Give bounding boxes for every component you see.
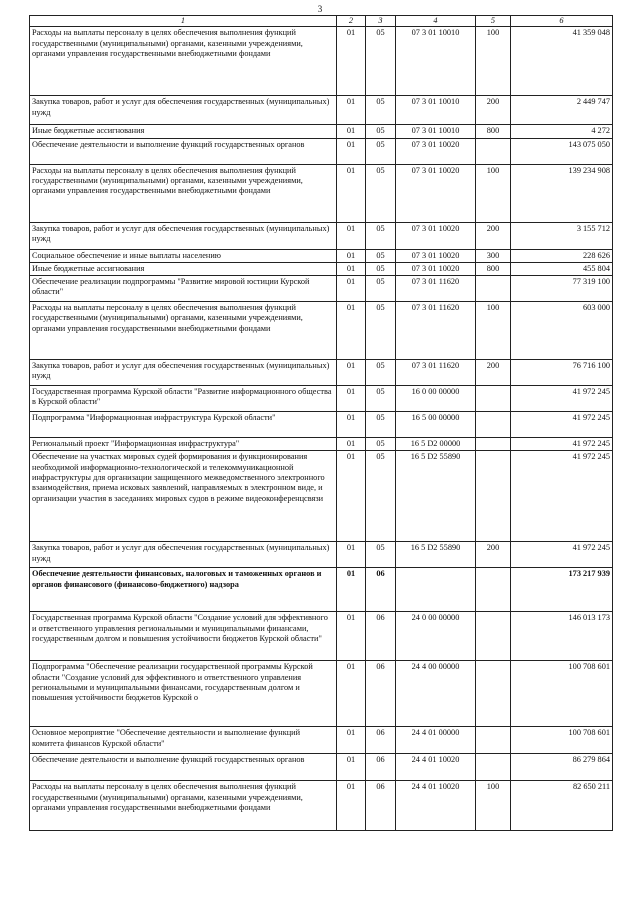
row-expense-type-cell (476, 612, 511, 661)
table-row (30, 138, 613, 164)
row-name-cell: Закупка товаров, работ и услуг для обеспечения государственных (муниципальных) нужд (30, 96, 337, 125)
row-name-cell: Обеспечение на участках мировых судей формирования и функционирования необходимой информационно-технологической и телекоммуникационной инфраструктуры для организации защищенного межведомственного электронного взаимодействия, приема исковых заявлений, направляемых в электронном виде, и организации участия в заседаниях мировых судов в режиме видеоконференцсвязи (30, 451, 337, 542)
row-amount-cell: 139 234 908 (511, 164, 613, 222)
table-row (30, 27, 613, 96)
row-name-cell: Иные бюджетные ассигнования (30, 125, 337, 138)
table-row (30, 612, 613, 661)
row-target-article-cell: 07 3 01 10020 (396, 138, 476, 164)
row-subsection-cell: 05 (366, 138, 396, 164)
row-subsection-cell: 05 (366, 451, 396, 542)
row-section-cell: 01 (337, 438, 366, 451)
row-name-cell: Региональный проект "Информационная инфраструктура" (30, 438, 337, 451)
table-row (30, 125, 613, 138)
column-header-row (30, 16, 613, 27)
row-subsection-cell: 05 (366, 96, 396, 125)
budget-table (29, 15, 613, 831)
row-amount-cell: 41 972 245 (511, 451, 613, 542)
row-amount-cell: 603 000 (511, 302, 613, 360)
table-row (30, 661, 613, 727)
row-expense-type-cell (476, 754, 511, 781)
row-name-cell: Иные бюджетные ассигнования (30, 262, 337, 275)
row-section-cell: 01 (337, 412, 366, 438)
row-section-cell: 01 (337, 386, 366, 412)
row-section-cell: 01 (337, 451, 366, 542)
row-subsection-cell: 05 (366, 262, 396, 275)
row-subsection-cell: 05 (366, 360, 396, 386)
row-target-article-cell: 07 3 01 11620 (396, 360, 476, 386)
table-row (30, 360, 613, 386)
row-subsection-cell: 05 (366, 125, 396, 138)
row-section-cell: 01 (337, 360, 366, 386)
row-expense-type-cell (476, 412, 511, 438)
row-section-cell: 01 (337, 96, 366, 125)
row-expense-type-cell (476, 568, 511, 612)
row-name-cell: Расходы на выплаты персоналу в целях обеспечения выполнения функций государственными (муниципальными) органами, казенными учреждениями, органами управления государственными внебюджетными фондами (30, 781, 337, 831)
row-subsection-cell: 06 (366, 568, 396, 612)
row-name-cell: Закупка товаров, работ и услуг для обеспечения государственных (муниципальных) нужд (30, 360, 337, 386)
row-amount-cell: 82 650 211 (511, 781, 613, 831)
row-expense-type-cell (476, 386, 511, 412)
row-name-cell: Обеспечение деятельности и выполнение функций государственных органов (30, 754, 337, 781)
row-name-cell: Подпрограмма "Обеспечение реализации государственной программы Курской области "Создание условий для эффективного и ответственного управления региональными и муниципальными финансами, государственным долгом и повышения устойчивости бюджетов Курской о (30, 661, 337, 727)
row-amount-cell: 86 279 864 (511, 754, 613, 781)
column-header: 1 (30, 16, 337, 27)
row-expense-type-cell: 800 (476, 262, 511, 275)
row-name-cell: Обеспечение реализации подпрограммы "Развитие мировой юстиции Курской области" (30, 276, 337, 302)
row-expense-type-cell (476, 276, 511, 302)
row-name-cell: Расходы на выплаты персоналу в целях обеспечения выполнения функций государственными (муниципальными) органами, казенными учреждениями, органами управления государственными внебюджетными фондами (30, 27, 337, 96)
row-target-article-cell: 07 3 01 10020 (396, 222, 476, 249)
row-section-cell: 01 (337, 249, 366, 262)
row-section-cell: 01 (337, 138, 366, 164)
row-section-cell: 01 (337, 754, 366, 781)
row-name-cell: Расходы на выплаты персоналу в целях обеспечения выполнения функций государственными (муниципальными) органами, казенными учреждениями, органами управления государственными внебюджетными фондами (30, 302, 337, 360)
row-target-article-cell: 16 5 D2 00000 (396, 438, 476, 451)
row-expense-type-cell: 300 (476, 249, 511, 262)
row-section-cell: 01 (337, 125, 366, 138)
row-name-cell: Государственная программа Курской области "Развитие информационного общества в Курской области" (30, 386, 337, 412)
row-target-article-cell: 07 3 01 10020 (396, 262, 476, 275)
column-header: 6 (511, 16, 613, 27)
row-target-article-cell: 24 0 00 00000 (396, 612, 476, 661)
row-target-article-cell: 16 5 D2 55890 (396, 542, 476, 568)
row-subsection-cell: 06 (366, 727, 396, 754)
row-name-cell: Основное мероприятие "Обеспечение деятельности и выполнение функций комитета финансов Курской области" (30, 727, 337, 754)
row-target-article-cell: 24 4 00 00000 (396, 661, 476, 727)
row-expense-type-cell: 100 (476, 27, 511, 96)
row-subsection-cell: 05 (366, 164, 396, 222)
row-subsection-cell: 06 (366, 754, 396, 781)
row-subsection-cell: 05 (366, 302, 396, 360)
row-amount-cell: 76 716 100 (511, 360, 613, 386)
table-row (30, 438, 613, 451)
row-section-cell: 01 (337, 542, 366, 568)
table-row (30, 222, 613, 249)
row-amount-cell: 455 804 (511, 262, 613, 275)
row-amount-cell: 4 272 (511, 125, 613, 138)
row-target-article-cell: 16 5 D2 55890 (396, 451, 476, 542)
row-name-cell: Закупка товаров, работ и услуг для обеспечения государственных (муниципальных) нужд (30, 542, 337, 568)
row-amount-cell: 41 972 245 (511, 542, 613, 568)
table-row (30, 727, 613, 754)
row-section-cell: 01 (337, 164, 366, 222)
row-subsection-cell: 05 (366, 438, 396, 451)
row-expense-type-cell: 200 (476, 96, 511, 125)
row-subsection-cell: 05 (366, 276, 396, 302)
row-subsection-cell: 06 (366, 661, 396, 727)
row-name-cell: Расходы на выплаты персоналу в целях обеспечения выполнения функций государственными (муниципальными) органами, казенными учреждениями, органами управления государственными внебюджетными фондами (30, 164, 337, 222)
table-row (30, 96, 613, 125)
row-target-article-cell: 24 4 01 00000 (396, 727, 476, 754)
table-row (30, 262, 613, 275)
row-name-cell: Закупка товаров, работ и услуг для обеспечения государственных (муниципальных) нужд (30, 222, 337, 249)
table-row (30, 302, 613, 360)
row-target-article-cell: 16 0 00 00000 (396, 386, 476, 412)
row-expense-type-cell (476, 451, 511, 542)
row-target-article-cell: 24 4 01 10020 (396, 781, 476, 831)
row-expense-type-cell (476, 727, 511, 754)
row-expense-type-cell: 100 (476, 781, 511, 831)
column-header: 5 (476, 16, 511, 27)
row-target-article-cell: 07 3 01 10010 (396, 96, 476, 125)
row-expense-type-cell: 800 (476, 125, 511, 138)
row-target-article-cell: 07 3 01 10020 (396, 249, 476, 262)
row-amount-cell: 41 972 245 (511, 438, 613, 451)
table-row (30, 754, 613, 781)
row-name-cell: Государственная программа Курской области "Создание условий для эффективного и ответственного управления региональными и муниципальными финансами, государственным долгом и повышения устойчивости бюджетов Курской области" (30, 612, 337, 661)
row-subsection-cell: 06 (366, 612, 396, 661)
row-subsection-cell: 05 (366, 412, 396, 438)
row-section-cell: 01 (337, 262, 366, 275)
row-subsection-cell: 06 (366, 781, 396, 831)
table-row (30, 276, 613, 302)
row-section-cell: 01 (337, 781, 366, 831)
row-amount-cell: 143 075 050 (511, 138, 613, 164)
table-row (30, 386, 613, 412)
row-section-cell: 01 (337, 222, 366, 249)
table-row (30, 781, 613, 831)
row-amount-cell: 100 708 601 (511, 727, 613, 754)
row-name-cell: Обеспечение деятельности и выполнение функций государственных органов (30, 138, 337, 164)
row-target-article-cell (396, 568, 476, 612)
row-amount-cell: 41 972 245 (511, 412, 613, 438)
row-target-article-cell: 16 5 00 00000 (396, 412, 476, 438)
row-section-cell: 01 (337, 568, 366, 612)
row-subsection-cell: 05 (366, 27, 396, 96)
row-expense-type-cell: 100 (476, 164, 511, 222)
row-section-cell: 01 (337, 727, 366, 754)
table-row (30, 412, 613, 438)
row-subsection-cell: 05 (366, 222, 396, 249)
table-row (30, 451, 613, 542)
row-name-cell: Социальное обеспечение и иные выплаты населению (30, 249, 337, 262)
row-subsection-cell: 05 (366, 249, 396, 262)
row-amount-cell: 228 626 (511, 249, 613, 262)
row-amount-cell: 3 155 712 (511, 222, 613, 249)
row-target-article-cell: 07 3 01 10010 (396, 125, 476, 138)
row-amount-cell: 41 972 245 (511, 386, 613, 412)
row-expense-type-cell (476, 438, 511, 451)
row-section-cell: 01 (337, 661, 366, 727)
table-row (30, 568, 613, 612)
row-target-article-cell: 07 3 01 11620 (396, 302, 476, 360)
row-target-article-cell: 07 3 01 10020 (396, 164, 476, 222)
table-row (30, 249, 613, 262)
column-header: 2 (337, 16, 366, 27)
row-amount-cell: 100 708 601 (511, 661, 613, 727)
row-section-cell: 01 (337, 612, 366, 661)
column-header: 4 (396, 16, 476, 27)
row-amount-cell: 77 319 100 (511, 276, 613, 302)
table-row (30, 164, 613, 222)
row-amount-cell: 173 217 939 (511, 568, 613, 612)
row-target-article-cell: 07 3 01 11620 (396, 276, 476, 302)
row-expense-type-cell: 200 (476, 360, 511, 386)
row-target-article-cell: 07 3 01 10010 (396, 27, 476, 96)
row-amount-cell: 2 449 747 (511, 96, 613, 125)
row-section-cell: 01 (337, 276, 366, 302)
row-expense-type-cell (476, 138, 511, 164)
row-amount-cell: 146 013 173 (511, 612, 613, 661)
row-expense-type-cell: 200 (476, 542, 511, 568)
row-expense-type-cell: 100 (476, 302, 511, 360)
column-header: 3 (366, 16, 396, 27)
row-subsection-cell: 05 (366, 542, 396, 568)
row-name-cell: Подпрограмма "Информационная инфраструктура Курской области" (30, 412, 337, 438)
row-target-article-cell: 24 4 01 10020 (396, 754, 476, 781)
row-section-cell: 01 (337, 27, 366, 96)
row-section-cell: 01 (337, 302, 366, 360)
row-expense-type-cell: 200 (476, 222, 511, 249)
row-name-cell: Обеспечение деятельности финансовых, налоговых и таможенных органов и органов финансового (финансово-бюджетного) надзора (30, 568, 337, 612)
table-row (30, 542, 613, 568)
row-amount-cell: 41 359 048 (511, 27, 613, 96)
row-subsection-cell: 05 (366, 386, 396, 412)
page-number: 3 (317, 4, 323, 14)
row-expense-type-cell (476, 661, 511, 727)
